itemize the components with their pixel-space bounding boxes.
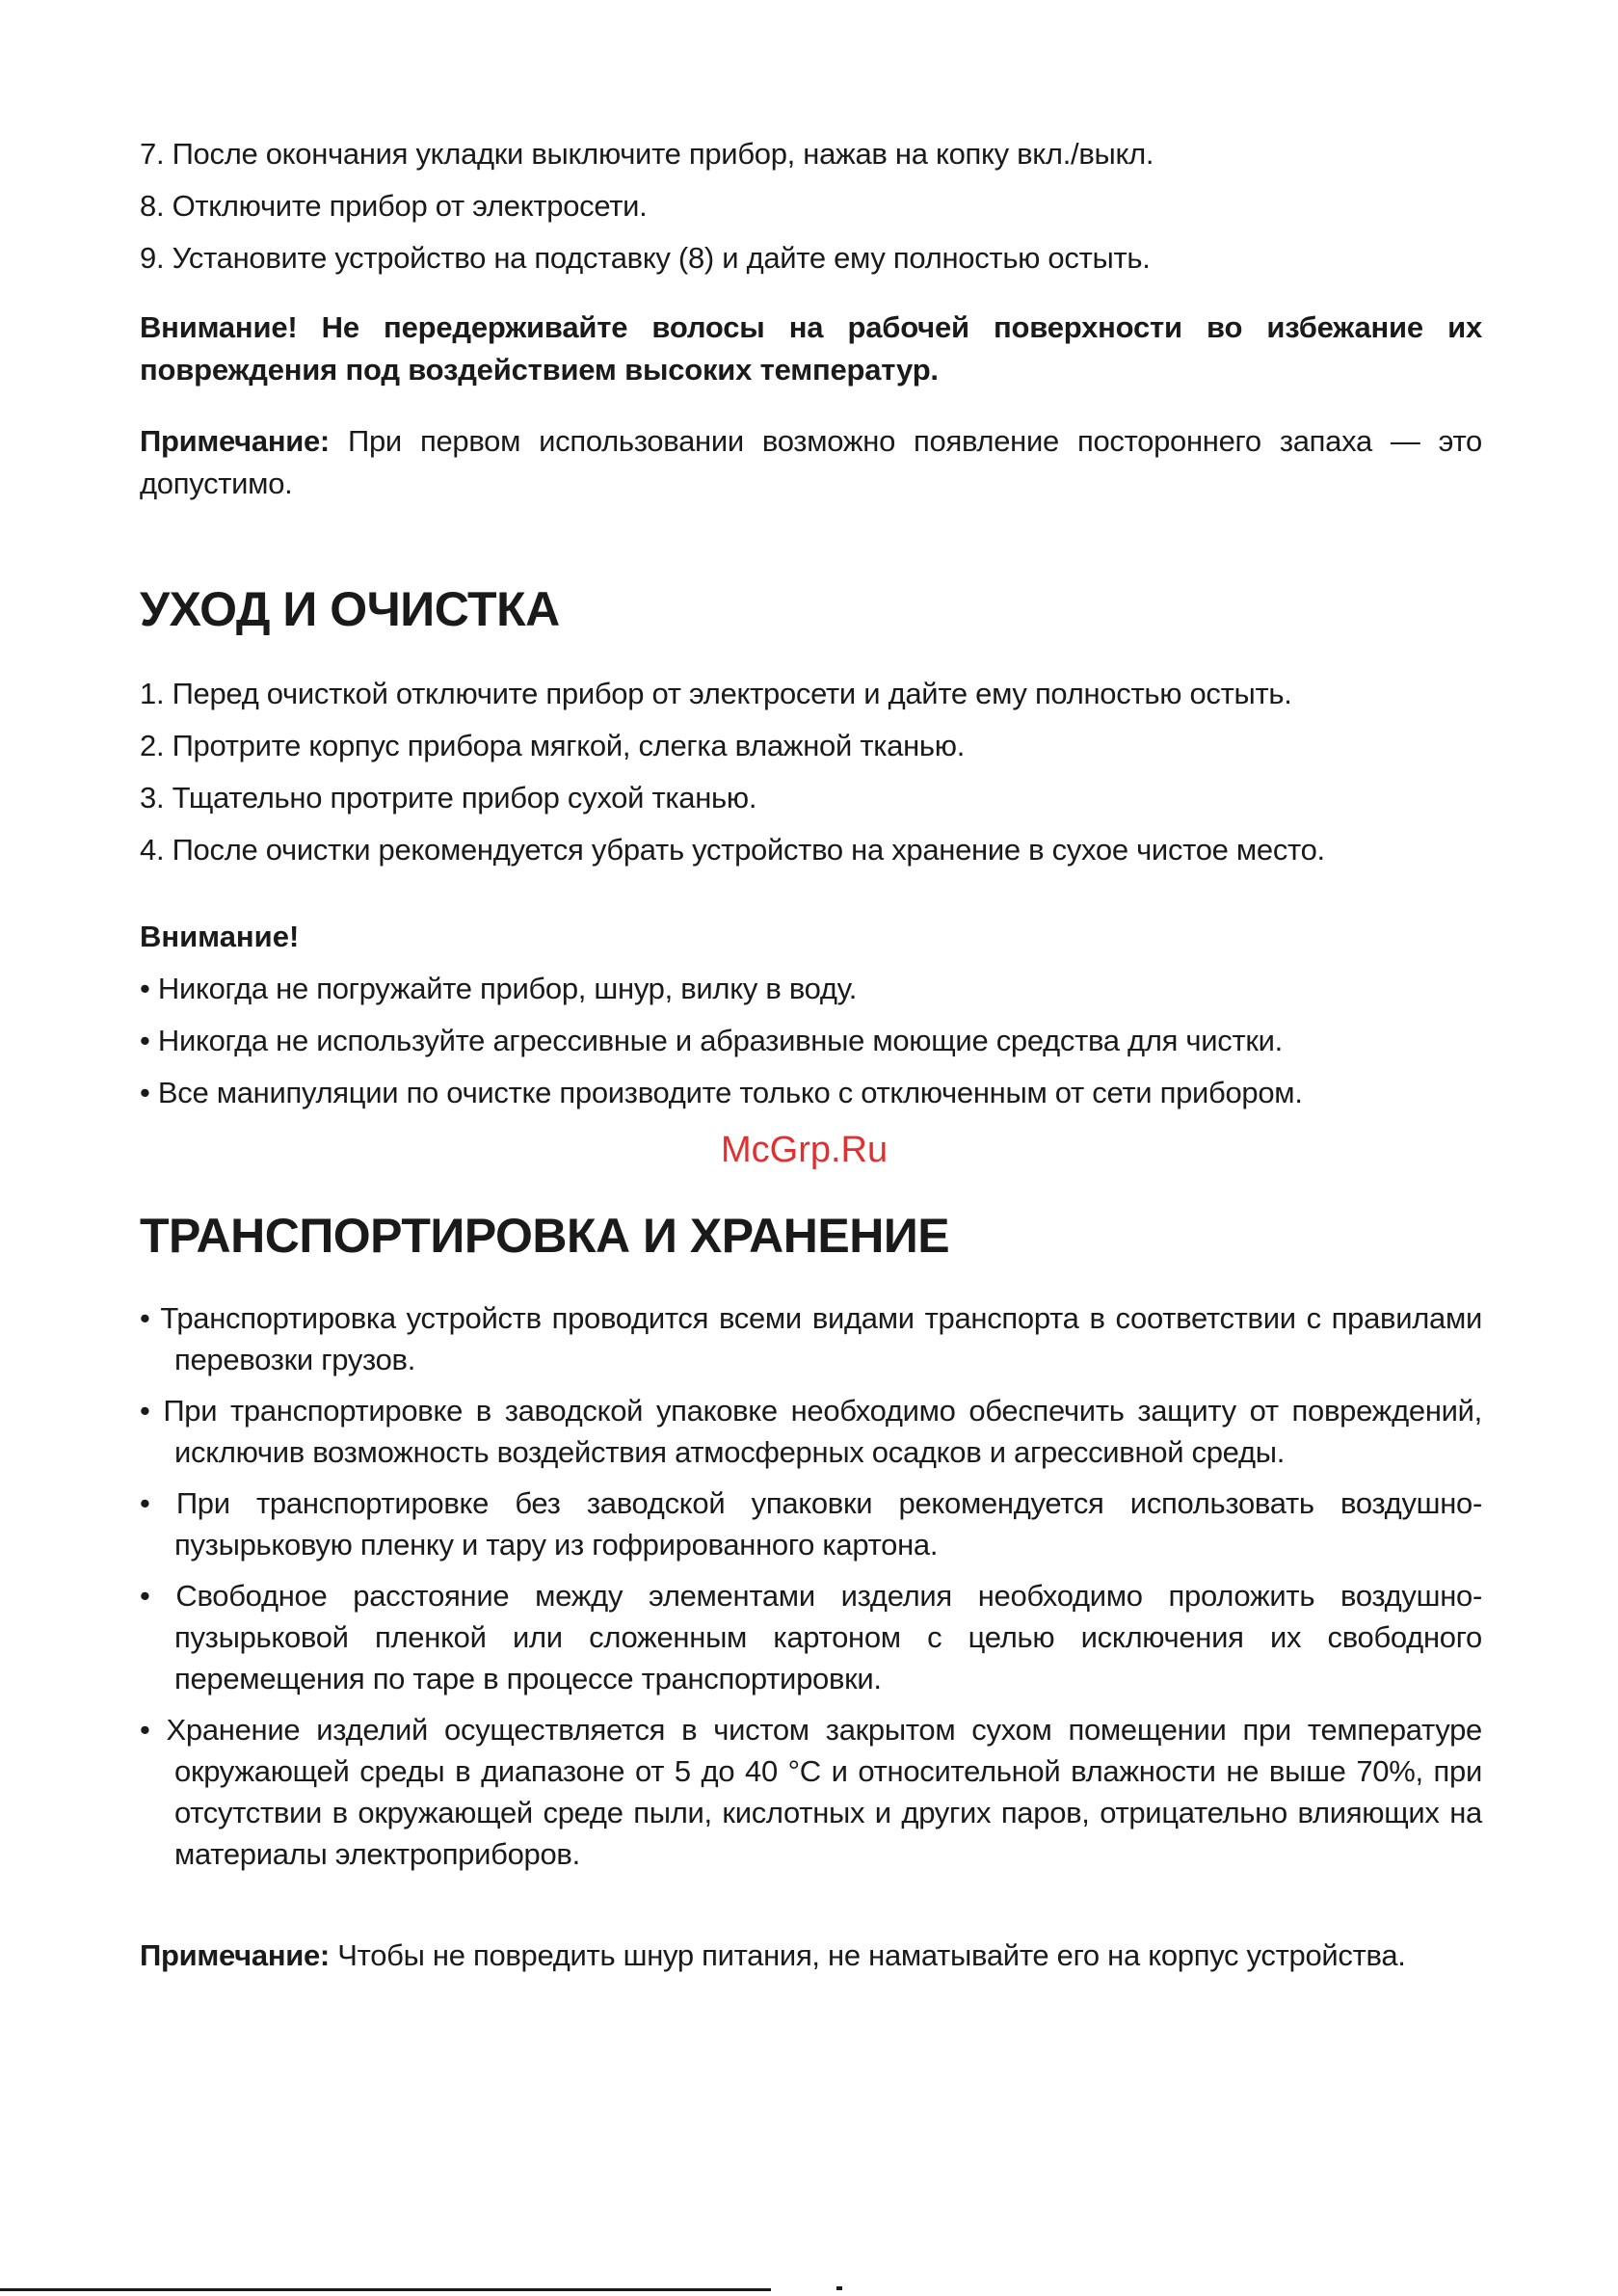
transport-item: • Хранение изделий осуществляется в чистом закрытом сухом помещении при температуре окружающей среды в диапазоне от 5 до 40 °С и относительной влажности не выше 70%, при отсутствии в окружающей среде пыли, кислотных и других паров, отрицательно влияющих на материалы электроприборов. — [140, 1713, 1482, 1871]
care-step: 3. Тщательно протрите прибор сухой тканью. — [140, 781, 757, 814]
document-page — [140, 133, 1482, 1977]
care-warning-item: • Никогда не погружайте прибор, шнур, вилку в воду. — [140, 972, 858, 1005]
care-steps — [140, 673, 1482, 871]
step-item: 8. Отключите прибор от электросети. — [140, 189, 648, 223]
care-warning-item: • Все манипуляции по очистке производите только с отключенным от сети прибором. — [140, 1076, 1303, 1109]
transport-section — [140, 1207, 1482, 1875]
note-label: Примечание: — [140, 424, 330, 458]
note-top — [140, 420, 1482, 505]
section-title-transport: ТРАНСПОРТИРОВКА И ХРАНЕНИЕ — [140, 1209, 950, 1263]
note-bottom — [140, 1935, 1482, 1977]
note-label: Примечание: — [140, 1938, 330, 1972]
footer-divider — [0, 2288, 771, 2291]
care-step: 1. Перед очисткой отключите прибор от электросети и дайте ему полностью остыть. — [140, 677, 1292, 710]
transport-list — [140, 1297, 1482, 1875]
footer-mark — [836, 2286, 842, 2290]
watermark-text: McGrp.Ru — [721, 1130, 889, 1170]
step-item: 7. После окончания укладки выключите прибор, нажав на копку вкл./выкл. — [140, 137, 1154, 171]
care-warning-item: • Никогда не используйте агрессивные и абразивные моющие средства для чистки. — [140, 1024, 1283, 1057]
steps-top — [140, 133, 1482, 280]
step-item: 9. Установите устройство на подставку (8) и дайте ему полностью остыть. — [140, 241, 1151, 275]
care-warning-label: Внимание! — [140, 920, 300, 953]
transport-item: • При транспортировке в заводской упаковке необходимо обеспечить защиту от повреждений, исключив возможность воздействия атмосферных осадков и агрессивной среды. — [140, 1394, 1482, 1469]
care-step: 4. После очистки рекомендуется убрать устройство на хранение в сухое чистое место. — [140, 833, 1325, 867]
note-text: При первом использовании возможно появление постороннего запаха — это допустимо. — [140, 424, 1482, 500]
care-step: 2. Протрите корпус прибора мягкой, слегка влажной тканью. — [140, 729, 966, 762]
section-title-care: УХОД И ОЧИСТКА — [140, 582, 560, 636]
transport-item: • При транспортировке без заводской упаковки рекомендуется использовать воздушно-пузырьковую пленку и тару из гофрированного картона. — [140, 1486, 1482, 1562]
transport-item: • Свободное расстояние между элементами изделия необходимо проложить воздушно-пузырьковой пленкой или сложенным картоном с целью исключения их свободного перемещения по таре в процессе транспортировки. — [140, 1579, 1482, 1695]
note-text: Чтобы не повредить шнур питания, не наматывайте его на корпус устройства. — [329, 1938, 1406, 1972]
transport-item: • Транспортировка устройств проводится всеми видами транспорта в соответствии с правилами перевозки грузов. — [140, 1301, 1482, 1376]
warning-top: Внимание! Не передерживайте волосы на рабочей поверхности во избежание их повреждения под воздействием высоких температур. — [140, 310, 1482, 387]
care-section — [140, 580, 1482, 1114]
care-warnings — [140, 916, 1482, 1114]
